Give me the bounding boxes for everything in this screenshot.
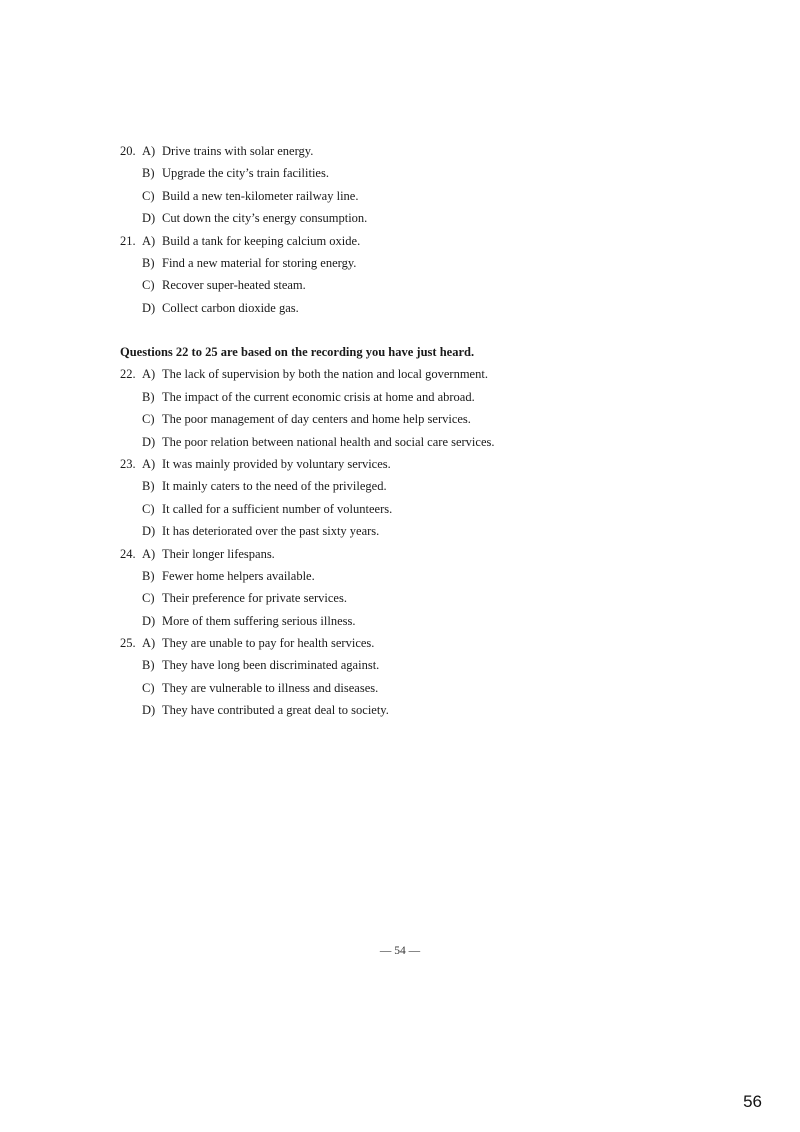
- question-group-22-25: [120, 341, 760, 722]
- option-letter: D): [142, 703, 156, 718]
- option-letter: A): [142, 636, 156, 651]
- option-text: It has deteriorated over the past sixty years.: [162, 524, 380, 539]
- option-letter: A): [142, 456, 156, 471]
- option-row: [120, 207, 760, 229]
- question-number: 22.: [120, 367, 136, 382]
- option-text: Collect carbon dioxide gas.: [162, 300, 299, 315]
- option-row: [120, 498, 760, 520]
- question-number: 21.: [120, 233, 136, 248]
- option-row: [120, 587, 760, 609]
- option-letter: C): [142, 412, 155, 427]
- question-number: 25.: [120, 636, 136, 651]
- option-text: The poor relation between national health and social care services.: [162, 434, 495, 449]
- option-letter: B): [142, 255, 155, 270]
- option-letter: D): [142, 434, 156, 449]
- option-row: [120, 274, 760, 296]
- page-footer: — 54 —: [379, 945, 421, 957]
- option-text: Upgrade the city’s train facilities.: [162, 166, 329, 181]
- question-number: 23.: [120, 456, 136, 471]
- question-row: [120, 363, 760, 385]
- option-text: It mainly caters to the need of the privileged.: [162, 479, 387, 494]
- option-letter: A): [142, 546, 156, 561]
- option-row: [120, 408, 760, 430]
- option-letter: D): [142, 613, 156, 628]
- option-text: They are unable to pay for health services.: [162, 636, 375, 651]
- option-letter: D): [142, 300, 156, 315]
- option-text: They are vulnerable to illness and diseases.: [162, 680, 379, 695]
- question-list: [120, 363, 760, 721]
- option-letter: C): [142, 188, 155, 203]
- option-text: It called for a sufficient number of volunteers.: [162, 501, 393, 516]
- option-text: Build a tank for keeping calcium oxide.: [162, 233, 361, 248]
- option-letter: C): [142, 501, 155, 516]
- option-letter: D): [142, 211, 156, 226]
- option-text: It was mainly provided by voluntary services.: [162, 456, 391, 471]
- option-text: Drive trains with solar energy.: [162, 144, 314, 158]
- option-letter: B): [142, 166, 155, 181]
- option-text: Cut down the city’s energy consumption.: [162, 211, 368, 226]
- question-number: 24.: [120, 546, 136, 561]
- question-row: [120, 543, 760, 565]
- option-row: [120, 386, 760, 408]
- option-letter: B): [142, 479, 155, 494]
- option-text: They have contributed a great deal to society.: [162, 703, 389, 718]
- option-letter: C): [142, 591, 155, 606]
- option-row: [120, 252, 760, 274]
- option-text: The lack of supervision by both the nation and local government.: [162, 367, 488, 382]
- option-letter: B): [142, 389, 155, 404]
- option-row: [120, 654, 760, 676]
- option-row: [120, 162, 760, 184]
- option-row: [120, 185, 760, 207]
- option-row: [120, 610, 760, 632]
- question-group-20-21: [120, 140, 760, 319]
- option-text: Their longer lifespans.: [162, 546, 275, 561]
- option-letter: D): [142, 524, 156, 539]
- option-text: More of them suffering serious illness.: [162, 613, 356, 628]
- option-text: Their preference for private services.: [162, 591, 347, 606]
- question-row: [120, 632, 760, 654]
- option-text: Build a new ten-kilometer railway line.: [162, 188, 359, 203]
- question-number: 20.: [120, 144, 136, 158]
- option-letter: A): [142, 233, 156, 248]
- sheet-number: 56: [743, 1092, 762, 1111]
- option-row: [120, 699, 760, 721]
- option-text: Find a new material for storing energy.: [162, 255, 357, 270]
- section-heading: Questions 22 to 25 are based on the recording you have just heard.: [120, 345, 475, 359]
- option-letter: B): [142, 658, 155, 673]
- option-text: Recover super-heated steam.: [162, 278, 306, 293]
- option-row: [120, 297, 760, 319]
- option-letter: A): [142, 367, 156, 382]
- option-row: [120, 565, 760, 587]
- option-row: [120, 520, 760, 542]
- option-text: The impact of the current economic crisis at home and abroad.: [162, 389, 475, 404]
- question-row: [120, 140, 760, 162]
- option-row: [120, 677, 760, 699]
- option-letter: C): [142, 680, 155, 695]
- option-letter: C): [142, 278, 155, 293]
- option-text: The poor management of day centers and home help services.: [162, 412, 471, 427]
- option-letter: A): [142, 144, 156, 158]
- option-text: Fewer home helpers available.: [162, 568, 315, 583]
- option-letter: B): [142, 568, 155, 583]
- question-row: [120, 230, 760, 252]
- option-row: [120, 431, 760, 453]
- question-row: [120, 453, 760, 475]
- option-text: They have long been discriminated against.: [162, 658, 380, 673]
- option-row: [120, 475, 760, 497]
